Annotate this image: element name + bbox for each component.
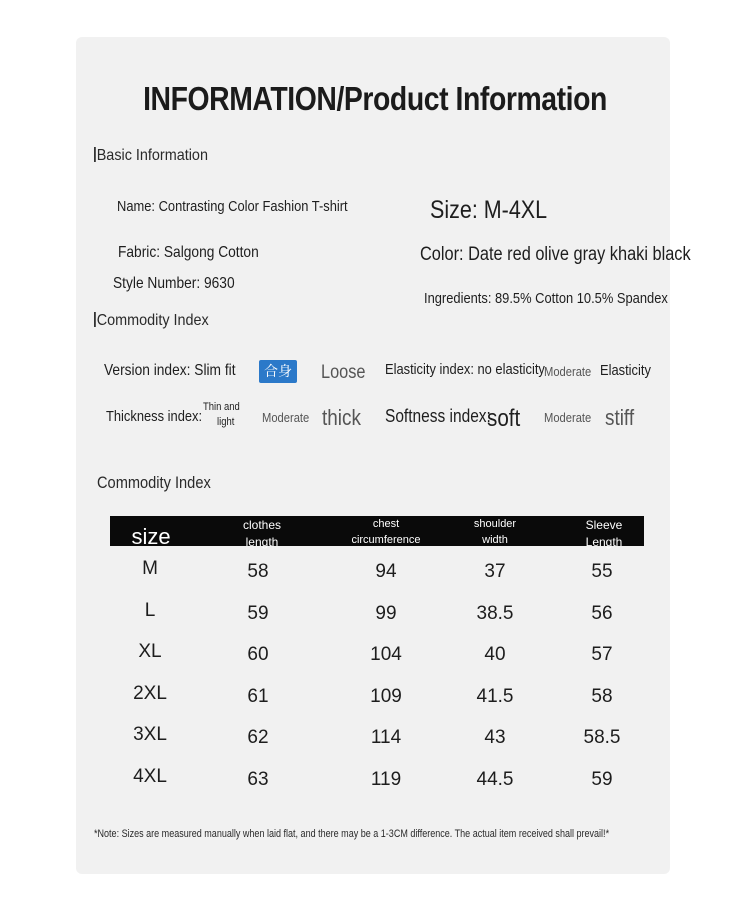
commodity-index-heading (94, 312, 209, 330)
table-cell-clothes-length: 58 (247, 561, 269, 582)
table-cell-chest: 94 (375, 561, 397, 582)
header-shoulder-line-2: width (482, 534, 508, 546)
commodity-index-heading-text: Commodity Index (96, 312, 209, 329)
page-title: INFORMATION/Product Information (143, 80, 607, 117)
table-cell-sleeve: 57 (591, 644, 613, 666)
thickness-thin-line-1: Thin and (203, 401, 240, 413)
table-cell-size: L (144, 599, 156, 621)
product-ingredients: Ingredients: 89.5% Cotton 10.5% Spandex (424, 290, 668, 307)
heading-bar (94, 147, 96, 162)
softness-soft: soft (487, 405, 521, 432)
table-cell-shoulder: 44.5 (476, 769, 514, 790)
size-table-heading: Commodity Index (97, 473, 211, 492)
softness-index-label: Softness index: (385, 406, 491, 426)
table-cell-shoulder: 38.5 (476, 602, 514, 624)
elasticity-high: Elasticity (600, 362, 651, 379)
version-selected-text: 合身 (259, 360, 297, 383)
size-table-header (110, 516, 644, 549)
table-cell-size: XL (138, 641, 162, 663)
table-cell-size: 2XL (133, 682, 167, 704)
table-cell-sleeve: 59 (591, 769, 613, 790)
table-cell-clothes-length: 60 (247, 644, 269, 666)
table-cell-chest: 119 (370, 769, 402, 790)
header-clothes-length-line-2: length (245, 535, 279, 549)
version-loose: Loose (321, 362, 366, 383)
version-index-label: Version index: Slim fit (104, 362, 236, 379)
table-cell-clothes-length: 61 (247, 685, 269, 707)
table-cell-size: 3XL (133, 724, 167, 746)
basic-info-heading-text: Basic Information (96, 147, 208, 164)
measurement-note: *Note: Sizes are measured manually when laid flat, and there may be a 1-3CM difference. The actual item received shall prevail!* (94, 828, 610, 840)
header-shoulder-line-1: shoulder (473, 518, 517, 530)
header-chest-line-2: circumference (351, 534, 421, 546)
table-cell-shoulder: 41.5 (476, 685, 514, 707)
header-chest-line-1: chest (372, 518, 400, 530)
header-clothes-length-line-1: clothes (242, 518, 282, 532)
thickness-thin (203, 400, 240, 430)
thickness-thin-line-2: light (217, 416, 235, 428)
softness-moderate: Moderate (544, 410, 592, 425)
thickness-moderate: Moderate (262, 410, 310, 425)
header-chest (346, 517, 426, 548)
heading-bar (94, 312, 96, 327)
table-cell-sleeve: 58 (591, 685, 613, 707)
elasticity-index-label: Elasticity index: no elasticity (385, 361, 545, 378)
table-cell-sleeve: 55 (591, 561, 613, 582)
thickness-index-label: Thickness index: (106, 408, 203, 425)
header-sleeve-line-1: Sleeve (585, 518, 623, 532)
table-cell-shoulder: 37 (484, 561, 506, 582)
table-cell-clothes-length: 59 (247, 602, 269, 624)
header-clothes-length (222, 518, 302, 550)
product-color: Color: Date red olive gray khaki black (420, 244, 691, 265)
basic-info-heading (94, 147, 208, 165)
table-cell-chest: 109 (370, 685, 402, 707)
version-selected-badge (259, 360, 297, 383)
table-cell-clothes-length: 62 (247, 727, 269, 749)
table-cell-size: M (142, 558, 158, 579)
table-cell-sleeve: 58.5 (583, 727, 621, 749)
table-cell-shoulder: 40 (484, 644, 506, 666)
product-size: Size: M-4XL (430, 196, 548, 224)
table-cell-chest: 99 (375, 602, 397, 624)
table-cell-shoulder: 43 (484, 727, 506, 749)
header-size: size (131, 524, 171, 549)
header-sleeve-line-2: Length (585, 535, 623, 549)
header-sleeve (564, 518, 644, 550)
product-name: Name: Contrasting Color Fashion T-shirt (117, 198, 348, 215)
table-cell-chest: 114 (370, 727, 402, 749)
elasticity-moderate: Moderate (544, 364, 592, 379)
softness-stiff: stiff (605, 405, 635, 430)
table-cell-chest: 104 (370, 644, 402, 666)
product-fabric: Fabric: Salgong Cotton (118, 244, 259, 261)
table-cell-size: 4XL (133, 766, 167, 787)
header-shoulder (455, 517, 535, 548)
table-cell-sleeve: 56 (591, 602, 613, 624)
table-cell-clothes-length: 63 (247, 769, 269, 790)
thickness-thick: thick (322, 405, 361, 430)
style-number: Style Number: 9630 (113, 275, 235, 292)
